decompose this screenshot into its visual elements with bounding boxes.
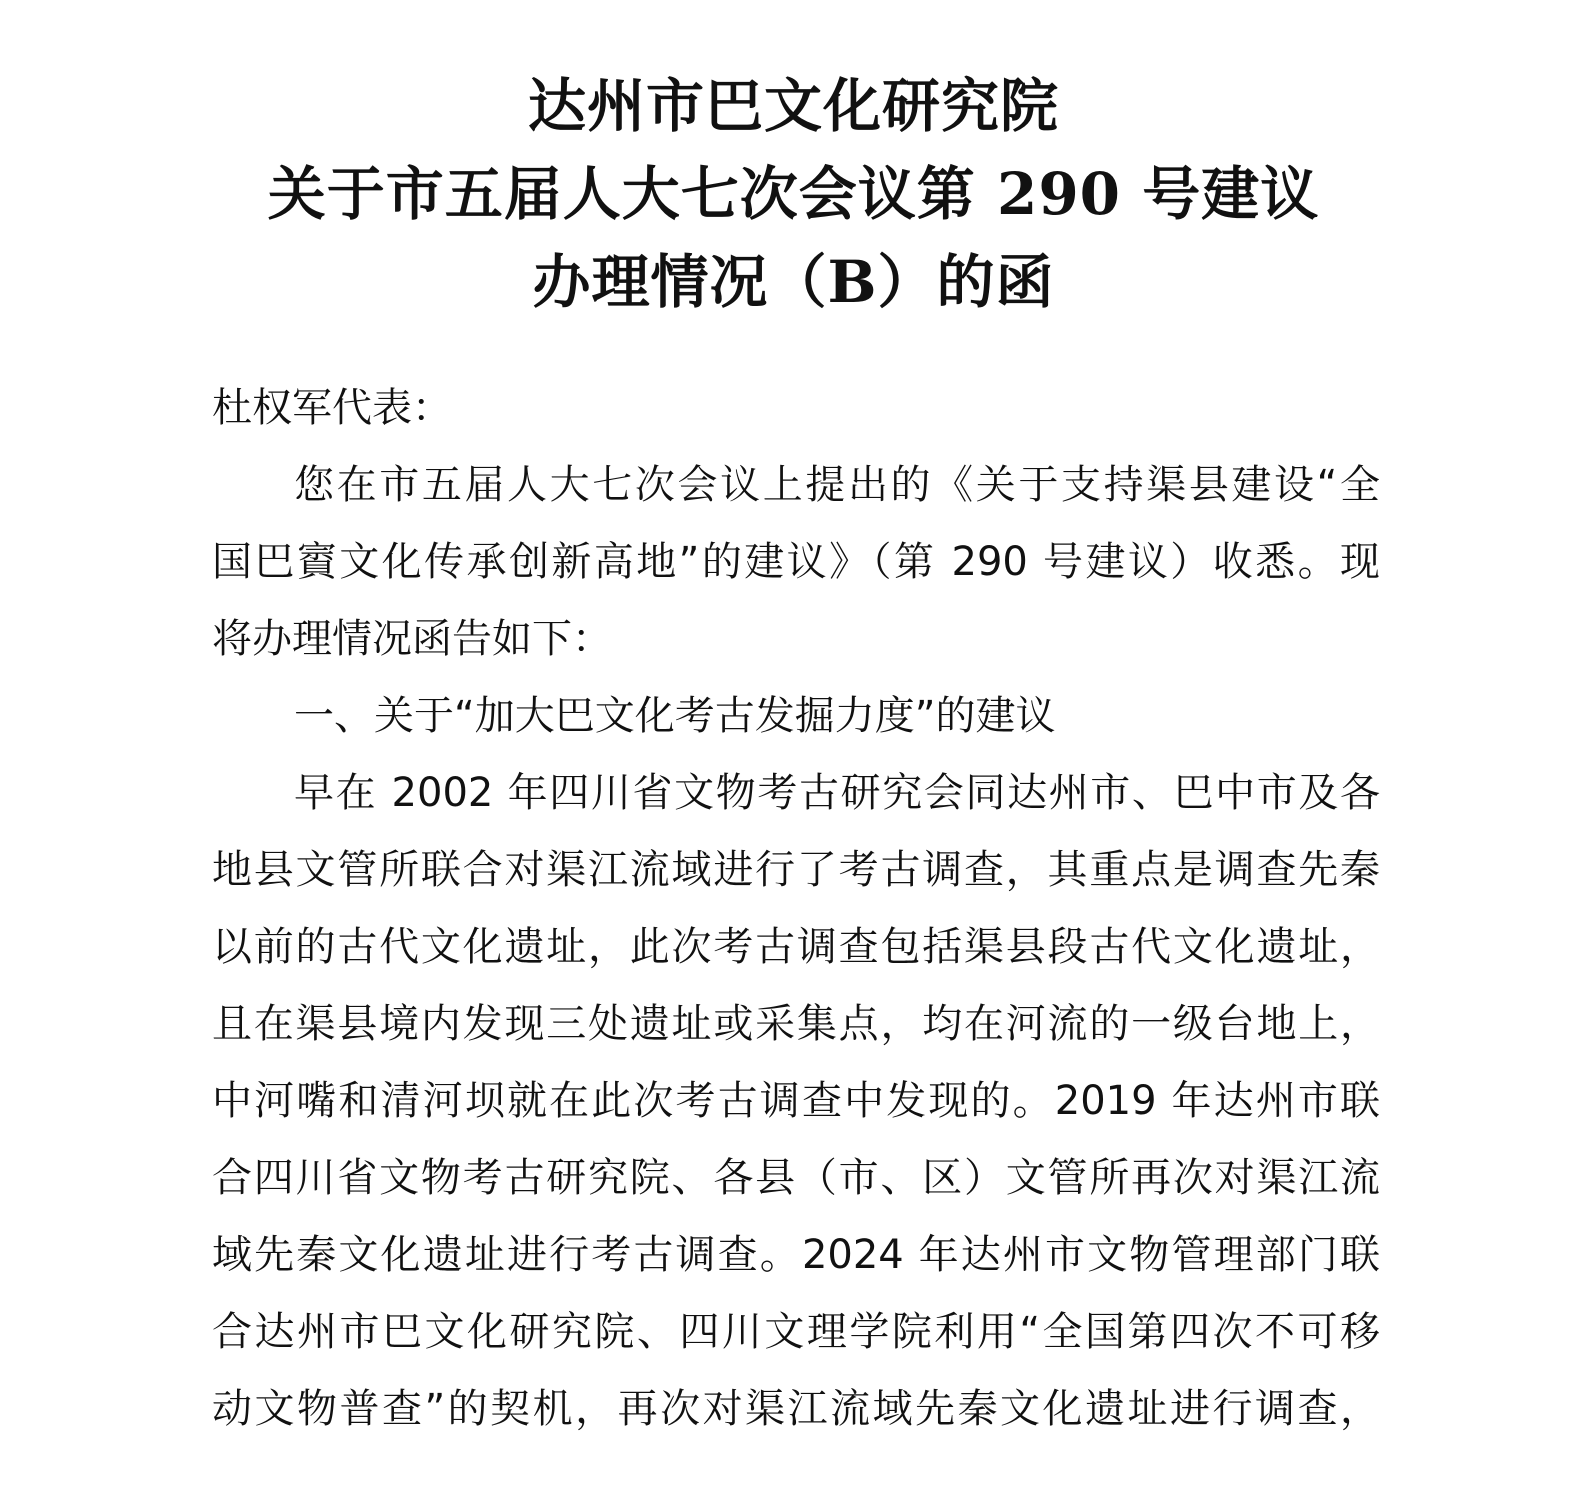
- paragraph-1-line-3: 将办理情况函告如下：: [212, 616, 612, 662]
- salutation: 杜权军代表：: [212, 385, 452, 431]
- paragraph-2-line-2: 地县文管所联合对渠江流域进行了考古调查，其重点是调查先秦: [212, 847, 1380, 893]
- paragraph-1-line-2: 国巴賨文化传承创新高地”的建议》（第 290 号建议）收悉。现: [212, 539, 1380, 585]
- paragraph-2-line-8: 合达州市巴文化研究院、四川文理学院利用“全国第四次不可移: [212, 1309, 1380, 1355]
- paragraph-1-line-1: 您在市五届人大七次会议上提出的《关于支持渠县建设“全: [294, 462, 1380, 508]
- paragraph-2-line-9: 动文物普查”的契机，再次对渠江流域先秦文化遗址进行调查，: [212, 1386, 1380, 1432]
- paragraph-2-line-5: 中河嘴和清河坝就在此次考古调查中发现的。2019 年达州市联: [212, 1078, 1380, 1124]
- document-title: [0, 62, 1587, 326]
- paragraph-2-line-1: 早在 2002 年四川省文物考古研究会同达州市、巴中市及各: [294, 770, 1380, 816]
- paragraph-2-line-7: 域先秦文化遗址进行考古调查。2024 年达州市文物管理部门联: [212, 1232, 1380, 1278]
- paragraph-2-line-6: 合四川省文物考古研究院、各县（市、区）文管所再次对渠江流: [212, 1155, 1380, 1201]
- title-line-1: 达州市巴文化研究院: [527, 72, 1059, 140]
- document-body: [212, 370, 1380, 1448]
- section-1-heading: 一、关于“加大巴文化考古发掘力度”的建议: [294, 693, 1056, 739]
- title-line-3: 办理情况（B）的函: [532, 248, 1055, 316]
- title-line-2: 关于市五届人大七次会议第 290 号建议: [267, 160, 1320, 228]
- paragraph-2-line-4: 且在渠县境内发现三处遗址或采集点，均在河流的一级台地上，: [212, 1001, 1380, 1047]
- paragraph-2-line-3: 以前的古代文化遗址，此次考古调查包括渠县段古代文化遗址，: [212, 924, 1380, 970]
